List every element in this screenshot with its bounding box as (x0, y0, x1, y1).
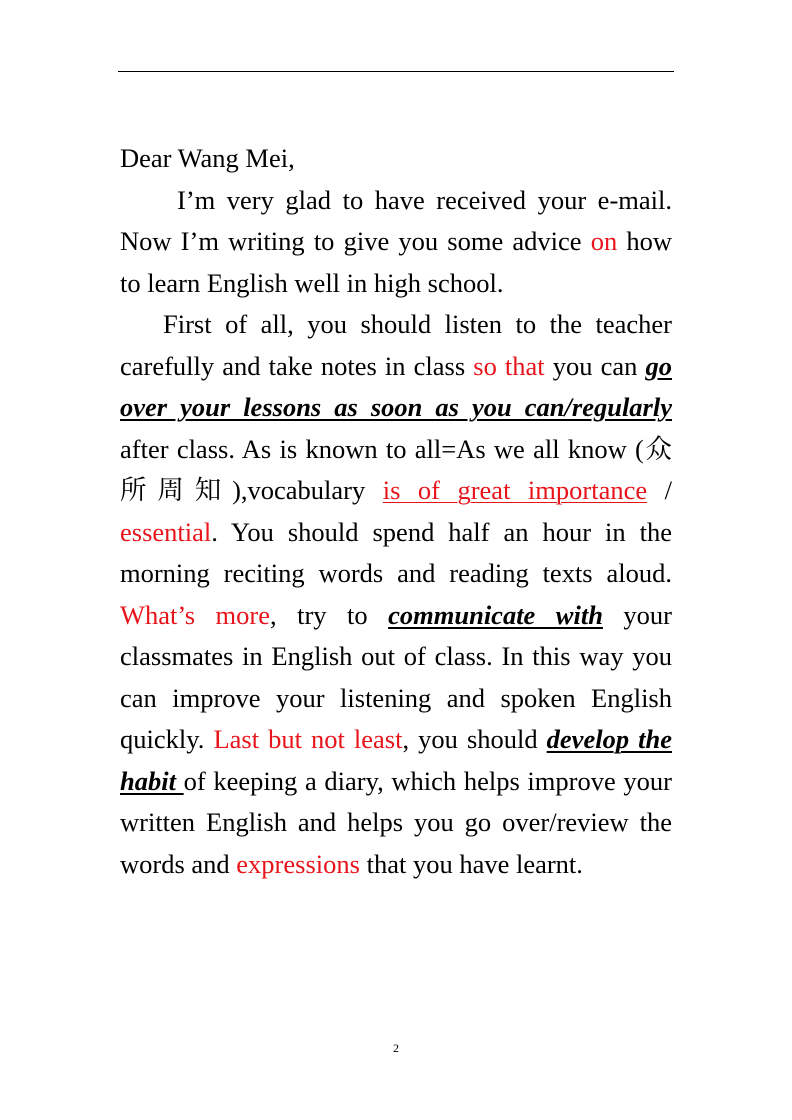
text-segment: , you should (402, 724, 547, 754)
text-segment: after class. As is known to all=As we all know (众所周知),vocabulary (120, 433, 672, 505)
key-phrase-develop-the-habit: develop the habit (120, 724, 672, 796)
key-phrase-communicate-with: communicate with (388, 599, 603, 630)
red-phrase-on: on (590, 226, 618, 256)
letter-body (120, 138, 672, 885)
red-phrase-last-but-not-least: Last but not least (213, 724, 403, 754)
page-number: 2 (393, 1041, 399, 1055)
text-segment: . You should spend half an hour in the morning reciting words and reading texts aloud. (120, 516, 672, 588)
text-segment: First of all, you should listen to the teacher carefully and take notes in class (120, 309, 672, 381)
text-segment: you can (544, 350, 646, 381)
paragraph-advice (120, 304, 672, 885)
text-segment: / (647, 475, 672, 505)
paragraph-intro (120, 180, 672, 305)
key-phrase-go-over: go over your lessons as soon as you can/regularly (120, 350, 672, 422)
text-segment: your classmates in English out of class. In this way you can improve your listening and spoken English quickly. (120, 599, 672, 754)
text-segment: of keeping a diary, which helps improve your written English and helps you go over/review the words and (120, 765, 672, 879)
text-segment: that you have learnt. (359, 848, 583, 879)
text-segment: , try to (270, 599, 389, 630)
text-segment: how to learn English well in high school. (120, 226, 672, 298)
red-phrase-essential: essential (120, 516, 212, 547)
salutation: Dear Wang Mei, (120, 143, 295, 173)
red-phrase-whats-more: What’s more (120, 599, 270, 630)
text-segment: I’m very glad to have received your e-mail. Now I’m writing to give you some advice (120, 184, 672, 256)
red-phrase-so-that: so that (473, 350, 545, 381)
red-phrase-expressions: expressions (236, 848, 360, 879)
red-phrase-is-of-great-importance: is of great importance (382, 475, 648, 505)
header-rule (118, 71, 674, 72)
